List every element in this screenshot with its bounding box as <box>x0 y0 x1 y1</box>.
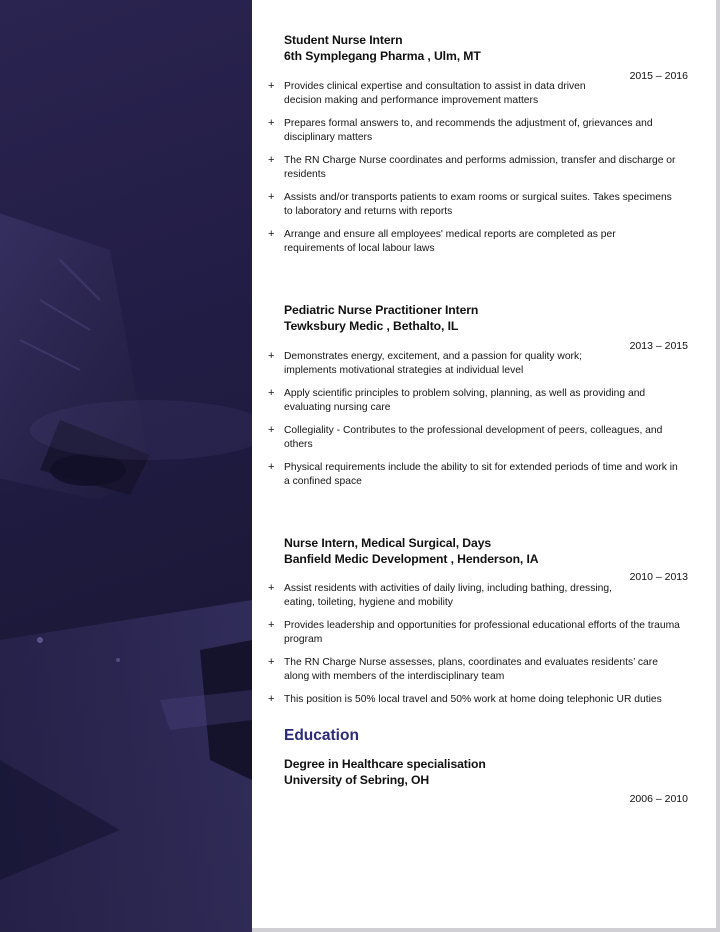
job-bullets <box>268 582 680 717</box>
plus-icon: + <box>268 154 275 166</box>
job-dates: 2013 – 2015 <box>629 340 688 352</box>
plus-icon: + <box>268 191 275 203</box>
list-item: + The RN Charge Nurse coordinates and performs admission, transfer and discharge or residents <box>268 154 676 180</box>
sidebar-photo <box>0 0 252 932</box>
list-item: + Collegiality - Contributes to the professional development of peers, colleagues, and others <box>268 424 663 450</box>
plus-icon: + <box>268 80 275 92</box>
job-company: 6th Symplegang Pharma , Ulm, MT <box>284 49 481 63</box>
education-dates: 2006 – 2010 <box>629 793 688 805</box>
plus-icon: + <box>268 424 275 436</box>
education-heading: Education <box>284 727 359 744</box>
list-item: + Arrange and ensure all employees' medical reports are completed as per requirements of local labour laws <box>268 228 616 254</box>
plus-icon: + <box>268 387 275 399</box>
plus-icon: + <box>268 693 275 705</box>
job-title: Student Nurse Intern <box>284 33 403 47</box>
job-bullets <box>268 350 680 498</box>
education-school: University of Sebring, OH <box>284 773 430 787</box>
plus-icon: + <box>268 228 275 240</box>
list-item: + The RN Charge Nurse assesses, plans, coordinates and evaluates residents’ care along with members of the interdisciplinary team <box>268 656 658 682</box>
job-company: Banfield Medic Development , Henderson, IA <box>284 552 539 566</box>
list-item: + Demonstrates energy, excitement, and a passion for quality work; implements motivational strategies at individual level <box>268 350 582 376</box>
plus-icon: + <box>268 461 275 473</box>
job-dates: 2010 – 2013 <box>629 571 688 583</box>
list-item: + Assists and/or transports patients to exam rooms or surgical suites. Takes specimens to laboratory and returns with reports <box>268 191 672 217</box>
list-item: + This position is 50% local travel and 50% work at home doing telephonic UR duties <box>268 693 662 705</box>
job-company: Tewksbury Medic , Bethalto, IL <box>284 319 459 333</box>
plus-icon: + <box>268 656 275 668</box>
list-item: + Assist residents with activities of daily living, including bathing, dressing, eating, toileting, hygiene and mobility <box>268 582 612 608</box>
plus-icon: + <box>268 582 275 594</box>
job-title: Nurse Intern, Medical Surgical, Days <box>284 536 492 550</box>
job-dates: 2015 – 2016 <box>629 70 688 82</box>
microscope-image <box>0 0 252 932</box>
list-item: + Provides clinical expertise and consultation to assist in data driven decision making and performance improvement matters <box>268 80 586 106</box>
plus-icon: + <box>268 350 275 362</box>
plus-icon: + <box>268 117 275 129</box>
list-item: + Physical requirements include the ability to sit for extended periods of time and work in a confined space <box>268 461 678 487</box>
job-title: Pediatric Nurse Practitioner Intern <box>284 303 479 317</box>
page-edge-right <box>716 0 720 932</box>
page-edge-bottom <box>252 928 716 932</box>
list-item: + Prepares formal answers to, and recommends the adjustment of, grievances and disciplinary matters <box>268 117 653 143</box>
list-item: + Apply scientific principles to problem solving, planning, as well as providing and evaluating nursing care <box>268 387 646 413</box>
resume-page <box>252 0 716 928</box>
list-item: + Provides leadership and opportunities for professional educational efforts of the trauma program <box>268 619 680 645</box>
education-degree: Degree in Healthcare specialisation <box>284 757 486 771</box>
plus-icon: + <box>268 619 275 631</box>
job-bullets <box>268 80 680 265</box>
